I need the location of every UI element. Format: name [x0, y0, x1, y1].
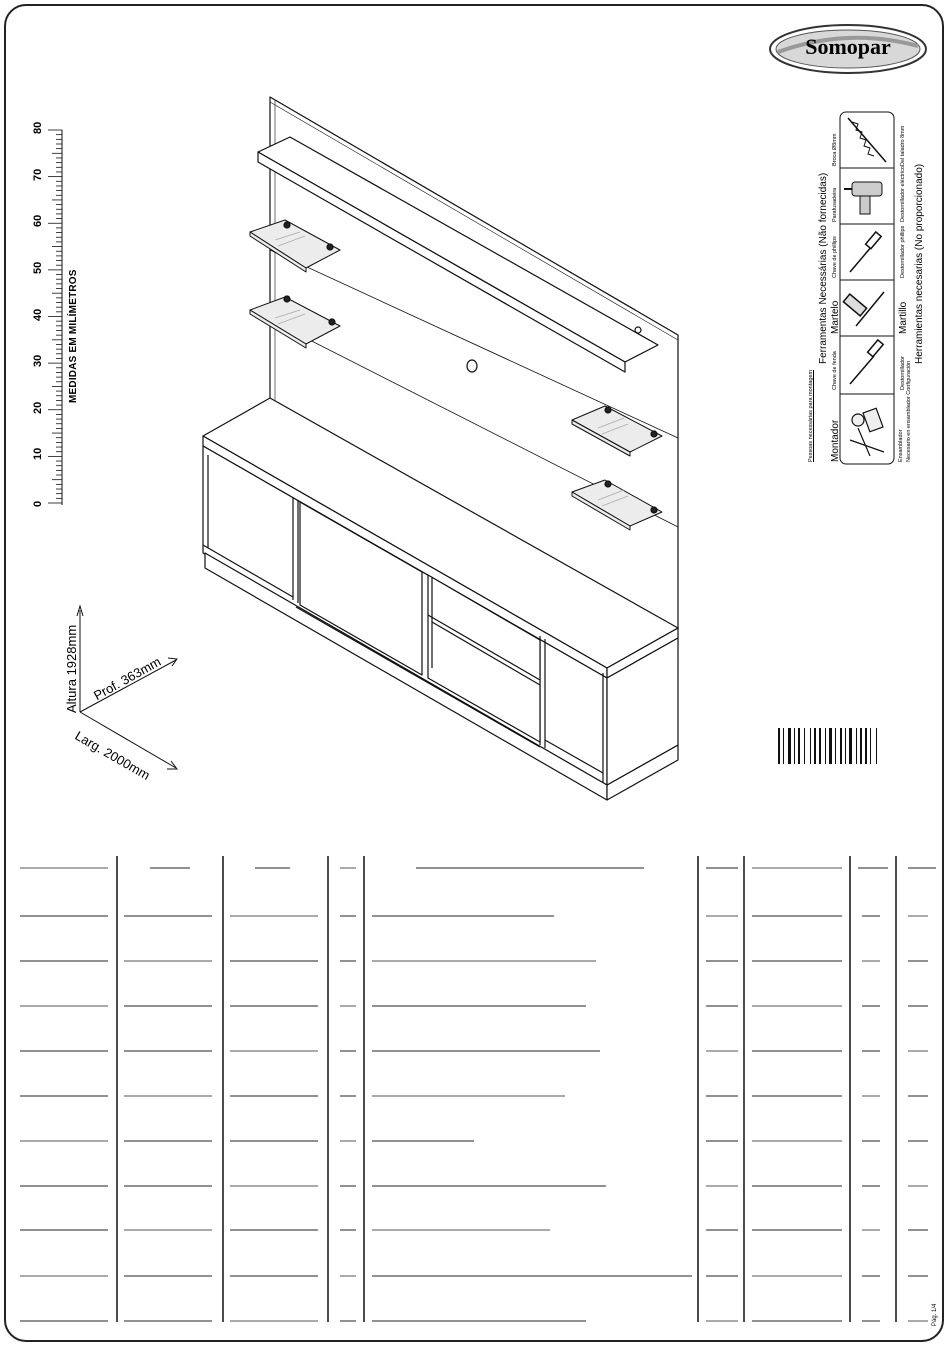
tool-es-4: Destornillador eléctrico	[900, 166, 906, 222]
tool-pt-5: Broca Ø8mm	[832, 133, 838, 166]
ruler-tick-label: 60	[32, 215, 44, 228]
tool-es-3: Destornillador phillips	[900, 225, 906, 278]
tools-heading-es: Herramientas necesarias (No proporcionado)	[914, 163, 925, 364]
ruler-tick-label: 0	[32, 500, 44, 507]
tool-note-0: Necesario en ensamblador Configuración	[906, 360, 912, 462]
tool-pt-3: Chave de phillips	[832, 236, 838, 278]
people-required-label: Pessoas necessárias para montagem	[808, 369, 814, 462]
width-dimension: Larg. 2000mm	[72, 728, 153, 783]
tool-es-5: Del taladro 8mm	[900, 125, 906, 166]
ruler-tick-label: 30	[32, 354, 44, 368]
tool-pt-4: Parafusadeira	[832, 187, 838, 222]
tool-pt-0: Montador	[830, 419, 841, 462]
ruler-tick-label: 10	[32, 448, 44, 461]
page-number: Pág. 1/4	[932, 1303, 938, 1326]
ruler-tick-label: 70	[32, 168, 44, 181]
tool-es-2: Martillo	[898, 301, 909, 334]
brand-name: Somopar	[805, 34, 891, 59]
tool-pt-2: Martelo	[830, 300, 841, 334]
tool-pt-1: Chave de fenda	[832, 351, 838, 390]
height-dimension: Altura 1928mm	[64, 624, 79, 713]
ruler-tick-label: 80	[32, 121, 44, 134]
ruler-title: MEDIDAS EM MILÍMETROS	[68, 269, 79, 403]
tool-es-0: Ensamblador	[898, 429, 904, 462]
ruler-tick-label: 20	[32, 401, 44, 414]
depth-dimension: Prof. 363mm	[91, 653, 164, 704]
ruler-tick-label: 50	[32, 261, 44, 274]
tool-es-1: Destornillador	[900, 356, 906, 390]
ruler-tick-label: 40	[32, 308, 44, 321]
tools-heading-pt: Ferramentas Necessárias (Não fornecidas)	[818, 172, 829, 364]
